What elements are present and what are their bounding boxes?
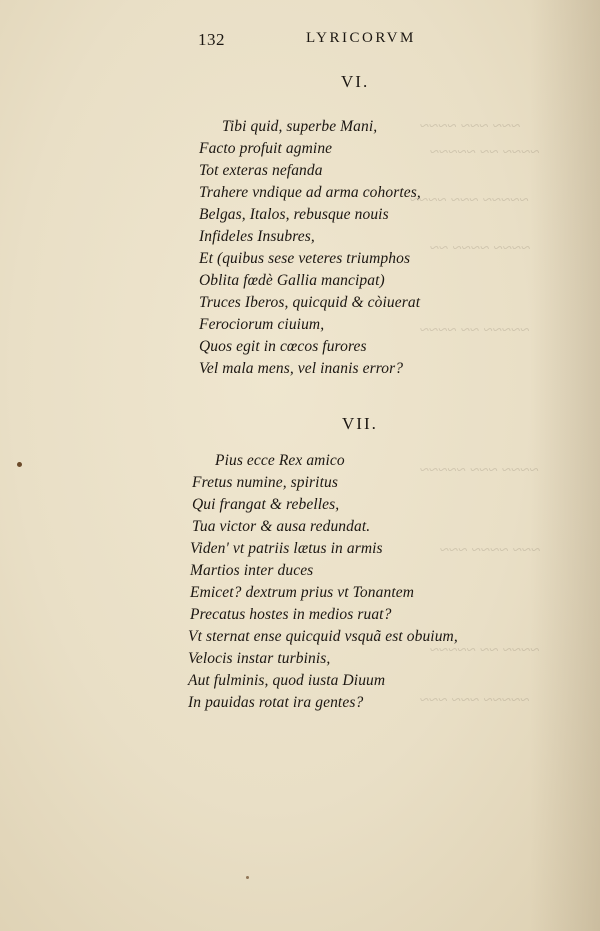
show-through-mark: ~~~~ ~~~ ~~~~~ xyxy=(420,460,539,479)
show-through-mark: ~~~ ~~~ ~~~~ xyxy=(420,116,521,135)
verse-line: Belgas, Italos, rebusque nouis xyxy=(199,206,389,223)
verse-line: Qui frangat & rebelles, xyxy=(192,496,340,513)
verse-line: Aut fulminis, quod iusta Diuum xyxy=(188,672,386,689)
verse-line: Vel mala mens, vel inanis error? xyxy=(199,360,404,377)
verse-line: Oblita fœdè Gallia mancipat) xyxy=(199,272,385,289)
verse-line: Fretus numine, spiritus xyxy=(192,474,338,491)
verse-line: Truces Iberos, quicquid & còiuerat xyxy=(199,294,421,311)
show-through-mark: ~~~~ ~~ ~~~~~ xyxy=(430,142,540,161)
verse-line: Emicet? dextrum prius vt Tonantem xyxy=(190,584,415,601)
show-through-mark: ~~~~ ~~~~ ~~ xyxy=(430,238,531,257)
verse-line: Et (quibus sese veteres triumphos xyxy=(199,250,411,267)
poem-heading: VII. xyxy=(342,414,378,433)
running-head: LYRICORVM xyxy=(306,30,416,46)
verse-line: Viden' vt patriis lætus in armis xyxy=(190,540,383,557)
show-through-mark: ~~~~~ ~~~ ~~~~ xyxy=(410,190,529,209)
verse-line: Facto profuit agmine xyxy=(199,140,333,157)
ink-speck xyxy=(246,876,249,879)
page-edge-shadow xyxy=(530,0,600,931)
verse-line: Velocis instar turbinis, xyxy=(188,650,331,667)
show-through-mark: ~~~~ ~~ ~~~~~ xyxy=(430,640,540,659)
page-number: 132 xyxy=(198,30,225,49)
verse-line: In pauidas rotat ira gentes? xyxy=(188,694,364,711)
show-through-mark: ~~~ ~~~~ ~~~ xyxy=(440,540,541,559)
verse-line: Ferociorum ciuium, xyxy=(199,316,325,333)
verse-line: Infideles Insubres, xyxy=(199,228,315,245)
verse-line: Tua victor & ausa redundat. xyxy=(192,518,371,535)
verse-line: Precatus hostes in medios ruat? xyxy=(190,606,392,623)
verse-line: Martios inter duces xyxy=(190,562,314,579)
ink-speck xyxy=(17,462,22,467)
page-header xyxy=(0,30,600,52)
verse-line: Tot exteras nefanda xyxy=(199,162,323,179)
show-through-mark: ~~~~~ ~~ ~~~~ xyxy=(420,320,530,339)
verse-line: Trahere vndique ad arma cohortes, xyxy=(199,184,421,201)
poem-heading: VI. xyxy=(341,72,370,91)
verse-line: Vt sternat ense quicquid vsquã est obuium, xyxy=(188,628,458,645)
show-through-mark: ~~~~~ ~~~ ~~~ xyxy=(420,690,530,709)
verse-line: Pius ecce Rex amico xyxy=(215,452,345,469)
verse-line: Quos egit in cœcos furores xyxy=(199,338,367,355)
verse-line: Tibi quid, superbe Mani, xyxy=(222,118,378,135)
